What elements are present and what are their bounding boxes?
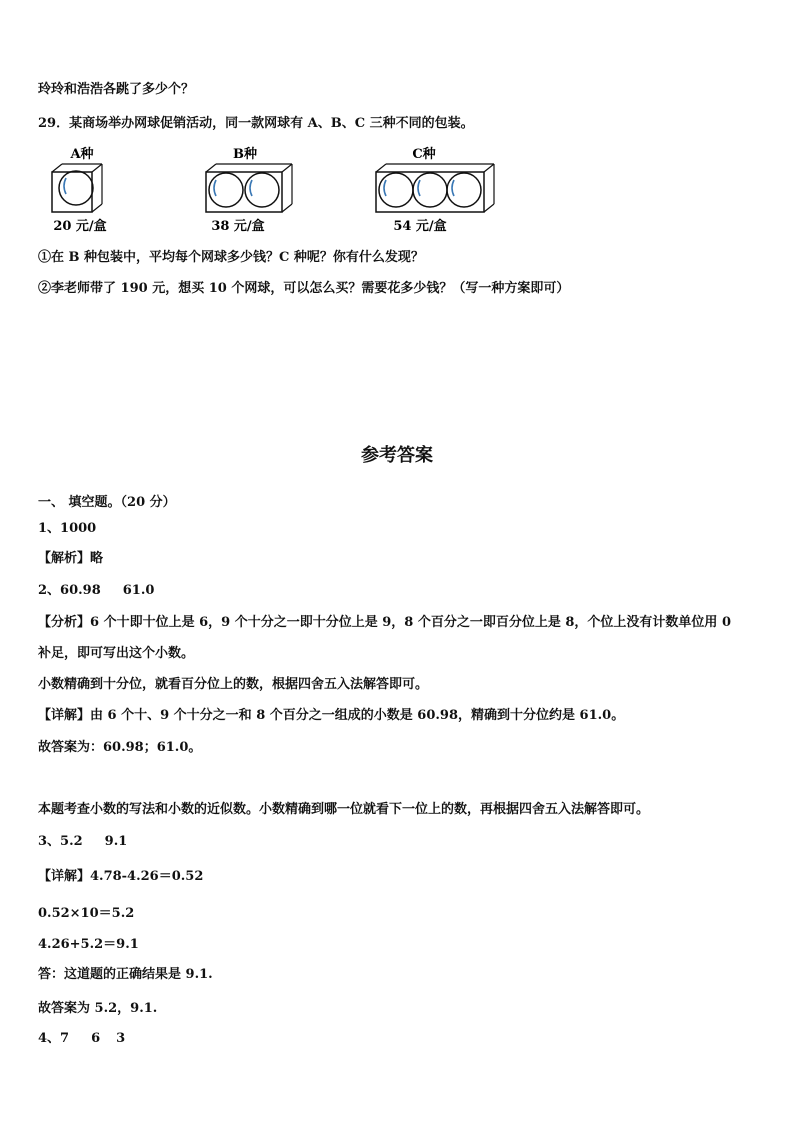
answer-1: 1、1000 [38, 521, 97, 536]
answer-4-v3: 3 [116, 1031, 126, 1046]
answer-3-xiangjie: 【详解】4.78-4.26＝0.52 [38, 869, 204, 884]
package-b-label: B种 [233, 147, 257, 162]
answer-2 [38, 582, 154, 600]
q29-stem: 29．某商场举办网球促销活动，同一款网球有 A、B、C 三种不同的包装。 [38, 116, 474, 131]
answer-3-step3: 4.26+5.2＝9.1 [38, 937, 139, 952]
answer-4-num: 4、7 [38, 1031, 70, 1046]
answer-3-value: 9.1 [104, 834, 128, 849]
package-figures [40, 144, 520, 236]
section-heading: 一、 填空题。（20 分） [38, 495, 176, 510]
answer-3-num: 3、5.2 [38, 834, 83, 849]
answer-4 [38, 1030, 125, 1048]
answer-2-fenxi-3: 小数精确到十分位，就看百分位上的数，根据四舍五入法解答即可。 [38, 677, 429, 692]
answer-3-answer: 故答案为 5.2，9.1. [38, 1001, 158, 1016]
q29-sub2: ②李老师带了 190 元，想买 10 个网球，可以怎么买？需要花多少钱？（写一种方案即可） [38, 281, 570, 296]
package-b-price: 38 元/盒 [211, 219, 265, 234]
package-b-figure [206, 146, 292, 234]
answer-2-xiangjie: 【详解】由 6 个十、9 个十分之一和 8 个百分之一组成的小数是 60.98，精确到十分位约是 61.0。 [38, 708, 625, 723]
answer-2-answer: 故答案为：60.98；61.0。 [38, 740, 202, 755]
package-c-label: C种 [412, 147, 436, 162]
answer-2-fenxi-2: 补足，即可写出这个小数。 [38, 646, 195, 661]
top-question: 玲玲和浩浩各跳了多少个？ [38, 82, 195, 97]
answer-2-num: 2、60.98 [38, 583, 101, 598]
answer-2-value: 61.0 [122, 583, 155, 598]
answer-1-analysis: 【解析】略 [38, 551, 104, 566]
answers-title: 参考答案 [361, 445, 433, 466]
answer-3 [38, 833, 127, 851]
answer-4-v2: 6 [91, 1031, 101, 1046]
package-c-price: 54 元/盒 [393, 219, 447, 234]
package-c-figure [376, 146, 494, 234]
answer-2-note: 本题考查小数的写法和小数的近似数。小数精确到哪一位就看下一位上的数，再根据四舍五入法解答即可。 [38, 802, 650, 817]
q29-sub1: ①在 B 种包装中，平均每个网球多少钱？C 种呢？你有什么发现？ [38, 250, 424, 265]
package-a-figure [52, 146, 107, 234]
package-a-label: A种 [70, 147, 94, 162]
package-a-price: 20 元/盒 [53, 219, 107, 234]
answer-3-step2: 0.52×10＝5.2 [38, 906, 135, 921]
answer-3-da: 答：这道题的正确结果是 9.1. [38, 967, 213, 982]
answer-2-fenxi-1: 【分析】6 个十即十位上是 6，9 个十分之一即十分位上是 9，8 个百分之一即百分位上是 8，个位上没有计数单位用 0 [38, 615, 731, 630]
